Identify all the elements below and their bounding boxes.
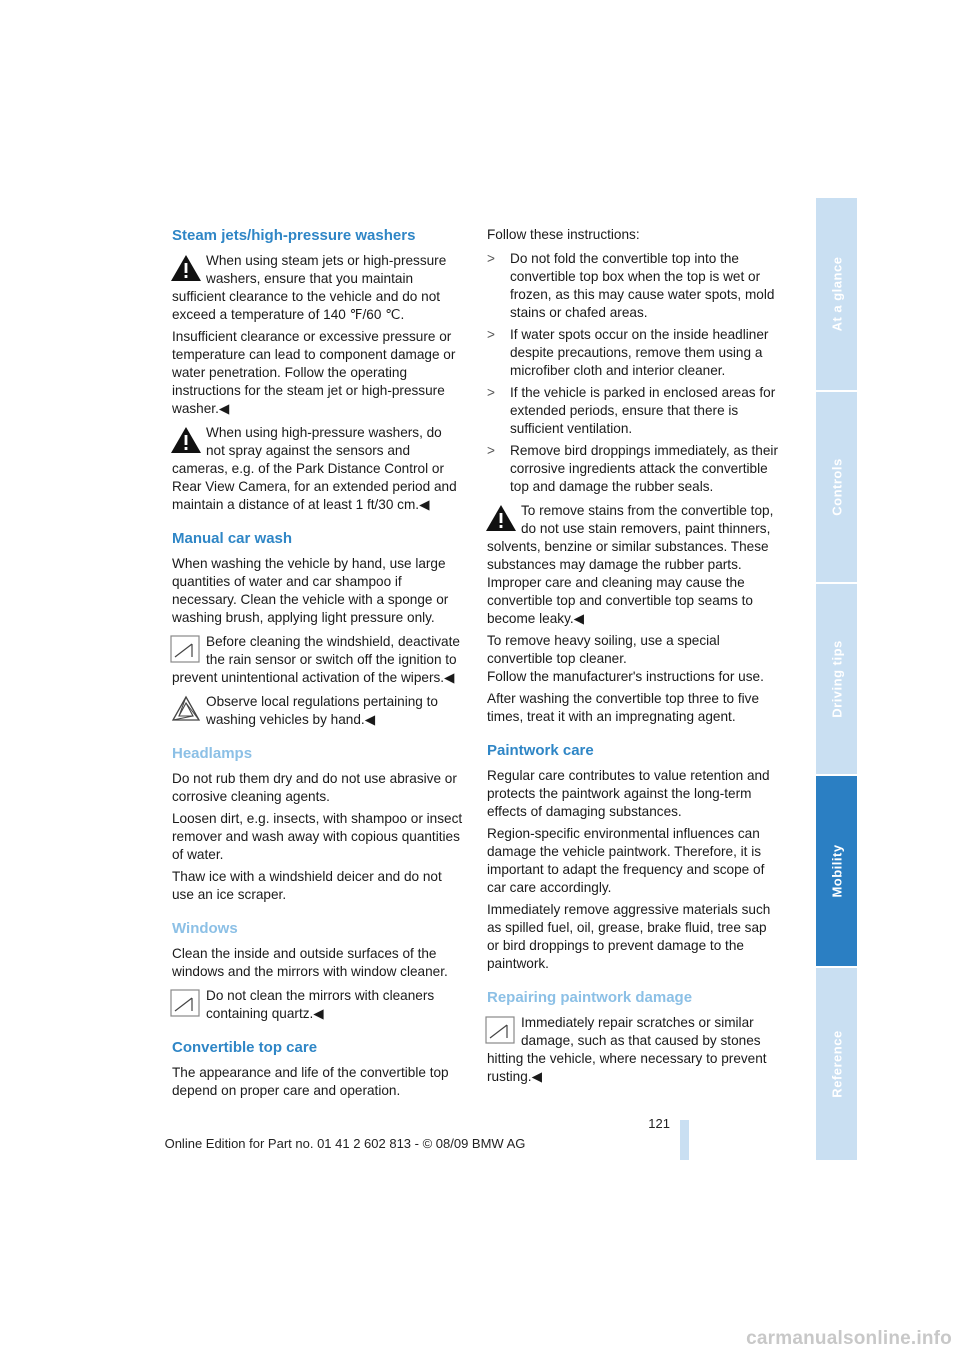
paragraph: Clean the inside and outside surfaces of the windows and the mirrors with window cleaner.	[172, 946, 448, 979]
recycle-icon	[170, 695, 204, 723]
warning-note	[487, 502, 779, 628]
paragraph: Follow the manufacturer's instructions for use.	[487, 669, 764, 684]
heading-steam-jets: Steam jets/high-pressure washers	[172, 227, 416, 244]
heading-convertible-top-care: Convertible top care	[172, 1039, 318, 1056]
list-item	[487, 384, 779, 438]
note-text: Before cleaning the windshield, deactivate the rain sensor or switch off the ignition to prevent unintentional activation of the wipers.◀	[172, 634, 460, 685]
paragraph: After washing the convertible top three to five times, treat it with an impregnating agent.	[487, 691, 760, 724]
tab-label: Mobility	[829, 844, 844, 898]
list-item	[487, 250, 779, 322]
list-item-text: If the vehicle is parked in enclosed areas for extended periods, ensure that there is sufficient ventilation.	[510, 385, 776, 436]
list-item-text: If water spots occur on the inside headliner despite precautions, remove them using a microfiber cloth and interior cleaner.	[510, 327, 769, 378]
tab-label: Controls	[829, 458, 844, 516]
info-note	[172, 633, 464, 687]
paragraph: The appearance and life of the convertible top depend on proper care and operation.	[172, 1065, 449, 1098]
note-check-icon	[485, 1016, 519, 1044]
warning-note	[172, 424, 464, 514]
bullet-marker: >	[487, 327, 495, 342]
paragraph: Thaw ice with a windshield deicer and do not use an ice scraper.	[172, 869, 442, 902]
heading-repairing-paintwork-damage: Repairing paintwork damage	[487, 989, 693, 1006]
tab-label: Reference	[829, 1030, 844, 1098]
bullet-marker: >	[487, 385, 495, 400]
warning-text: When using steam jets or high-pressure washers, ensure that you maintain sufficient clearance to the vehicle and do not exceed a temperature of 140 ℉/60 ℃.	[172, 253, 447, 322]
heading-headlamps: Headlamps	[172, 745, 253, 762]
tab-label: Driving tips	[829, 640, 844, 718]
heading-manual-car-wash: Manual car wash	[172, 530, 293, 547]
list-item	[487, 442, 779, 496]
right-column	[487, 226, 779, 1090]
watermark: carmanualsonline.info	[746, 1328, 952, 1349]
paragraph: Regular care contributes to value retention and protects the paintwork against the long-term effects of damaging substances.	[487, 768, 770, 819]
note-text: Do not clean the mirrors with cleaners containing quartz.◀	[206, 988, 435, 1021]
tab-controls[interactable]	[816, 392, 857, 584]
paragraph	[487, 632, 779, 668]
heading-windows: Windows	[172, 920, 238, 937]
warning-note	[172, 252, 464, 324]
paragraph: Do not rub them dry and do not use abrasive or corrosive cleaning agents.	[172, 771, 457, 804]
list-item	[487, 326, 779, 380]
warning-triangle-icon	[170, 426, 204, 454]
paragraph: Immediately remove aggressive materials such as spilled fuel, oil, grease, brake fluid, tree sap or bird droppings to prevent damage to the paintwork.	[487, 902, 771, 971]
chapter-tabs	[816, 198, 857, 1160]
instruction-list	[487, 250, 779, 496]
page-number: 121	[648, 1116, 670, 1131]
tab-reference[interactable]	[816, 968, 857, 1162]
paragraph: Loosen dirt, e.g. insects, with shampoo or insect remover and wash away with copious quantities of water.	[172, 811, 463, 862]
warning-triangle-icon	[485, 504, 519, 532]
list-item-text: Do not fold the convertible top into the convertible top box when the top is wet or frozen, as this may cause water spots, mold stains or chafed areas.	[510, 251, 775, 320]
tab-mobility[interactable]	[816, 776, 857, 968]
info-note	[487, 1014, 779, 1086]
paragraph-text: To remove heavy soiling, use a special convertible top cleaner.	[487, 633, 720, 666]
heading-paintwork-care: Paintwork care	[487, 742, 594, 759]
info-note	[172, 987, 464, 1023]
paragraph: When washing the vehicle by hand, use large quantities of water and car shampoo if necessary. Clean the vehicle with a sponge or washing brush, applying light pressure only.	[172, 556, 449, 625]
tab-at-a-glance[interactable]	[816, 198, 857, 392]
tab-label: At a glance	[829, 256, 844, 332]
left-column	[172, 226, 464, 1104]
warning-text: When using high-pressure washers, do not spray against the sensors and cameras, e.g. of the Park Distance Control or Rear View Camera, for an extended period and maintain a distance of at least 1 ft/30 cm.◀	[172, 425, 457, 512]
paragraph: Region-specific environmental influences can damage the vehicle paintwork. Therefore, it is important to adapt the frequency and scope of car care accordingly.	[487, 826, 765, 895]
paragraph: Follow these instructions:	[487, 227, 640, 242]
warning-triangle-icon	[170, 254, 204, 282]
warning-text: To remove stains from the convertible top, do not use stain removers, paint thinners, solvents, benzine or similar substances. These substances may damage the rubber parts. Improper care and cleaning may cause the convertible top and convertible top seams to become leaky.◀	[487, 503, 774, 626]
environment-note	[172, 693, 464, 729]
bullet-marker: >	[487, 251, 495, 266]
note-check-icon	[170, 635, 204, 663]
bullet-marker: >	[487, 443, 495, 458]
list-item-text: Remove bird droppings immediately, as their corrosive ingredients attack the convertible top and damage the rubber seals.	[510, 443, 778, 494]
footer-edition: Online Edition for Part no. 01 41 2 602 813 - © 08/09 BMW AG	[164, 1136, 526, 1151]
tab-driving-tips[interactable]	[816, 584, 857, 776]
note-text: Immediately repair scratches or similar damage, such as that caused by stones hitting the vehicle, where necessary to prevent rusting.◀	[487, 1015, 767, 1084]
note-text: Observe local regulations pertaining to washing vehicles by hand.◀	[206, 694, 438, 727]
note-check-icon	[170, 989, 204, 1017]
paragraph: Insufficient clearance or excessive pressure or temperature can lead to component damage or water penetration. Follow the operating instructions for the steam jet or high-pressure washer.◀	[172, 329, 456, 416]
